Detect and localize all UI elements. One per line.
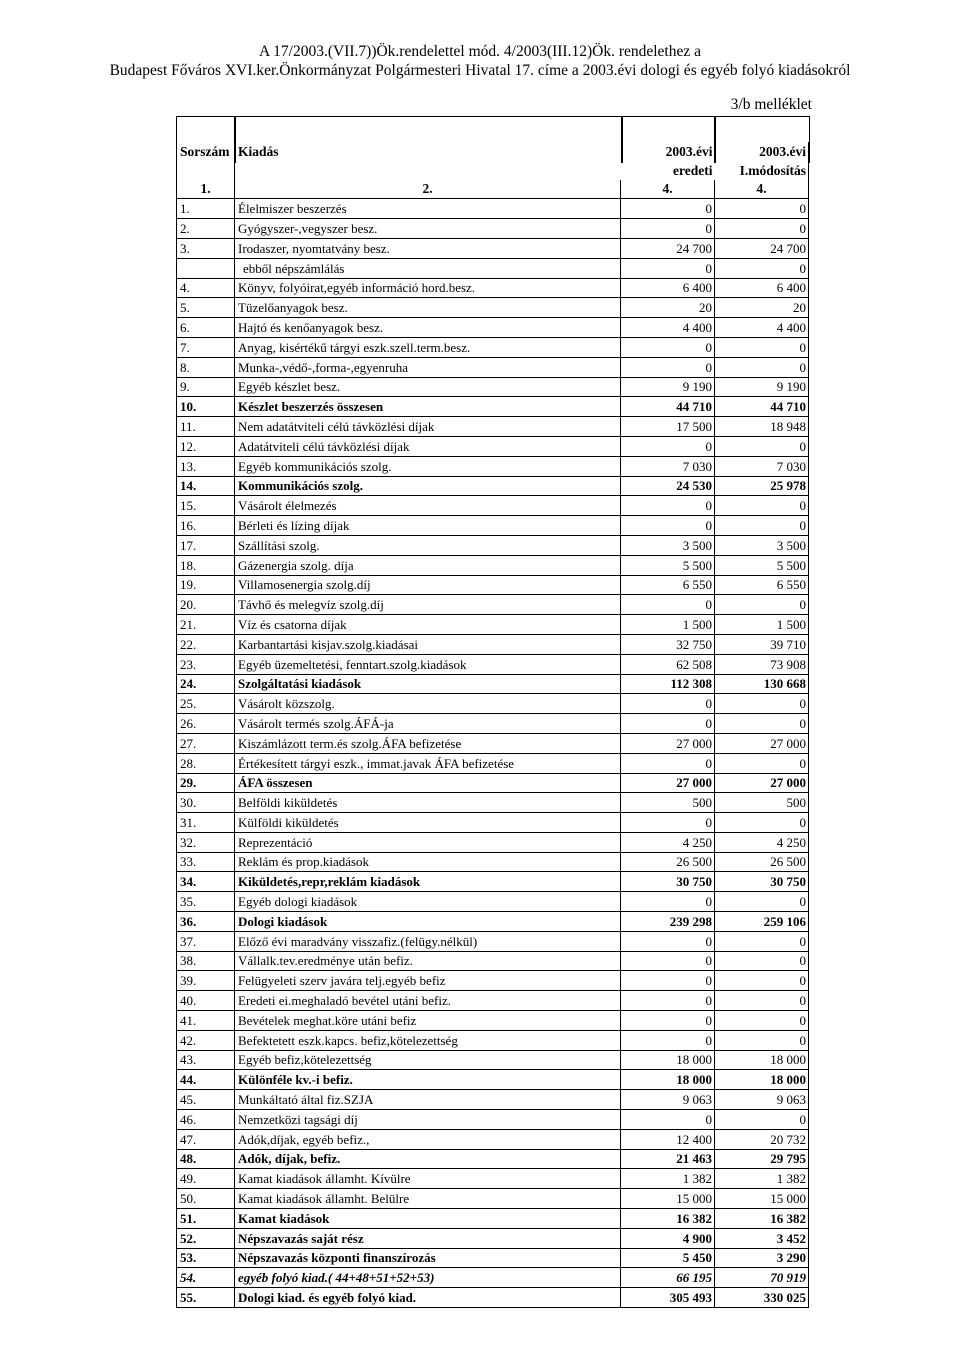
table-row: [177, 258, 809, 278]
row-modified-value: 0: [715, 516, 809, 536]
row-number: 34.: [177, 872, 235, 892]
row-number: 10.: [177, 397, 235, 417]
row-modified-value: 39 710: [715, 634, 809, 654]
row-number: 4.: [177, 278, 235, 298]
row-original-value: 0: [621, 991, 715, 1011]
table-row: [177, 813, 809, 833]
row-modified-value: 44 710: [715, 397, 809, 417]
row-number: 35.: [177, 892, 235, 912]
table-row: [177, 417, 809, 437]
row-original-value: 0: [621, 357, 715, 377]
row-original-value: 1 500: [621, 615, 715, 635]
row-original-value: 0: [621, 753, 715, 773]
row-number: 46.: [177, 1110, 235, 1130]
table-row: [177, 1169, 809, 1189]
row-modified-value: 30 750: [715, 872, 809, 892]
row-number: 52.: [177, 1228, 235, 1248]
row-label: Kamat kiadások államht. Belülre: [235, 1189, 621, 1209]
row-label: egyéb folyó kiad.( 44+48+51+52+53): [235, 1268, 621, 1288]
row-label: Népszavazás saját rész: [235, 1228, 621, 1248]
row-label: Szolgáltatási kiadások: [235, 674, 621, 694]
table-row: [177, 516, 809, 536]
row-modified-value: 26 500: [715, 852, 809, 872]
table-row: [177, 733, 809, 753]
table-row: [177, 615, 809, 635]
row-number: 5.: [177, 298, 235, 318]
row-number: 49.: [177, 1169, 235, 1189]
table-row: [177, 1070, 809, 1090]
table-row: [177, 951, 809, 971]
table-row: [177, 892, 809, 912]
row-number: 3.: [177, 238, 235, 258]
row-modified-value: 24 700: [715, 238, 809, 258]
row-modified-value: 0: [715, 1030, 809, 1050]
row-number: 42.: [177, 1030, 235, 1050]
row-modified-value: 70 919: [715, 1268, 809, 1288]
row-original-value: 20: [621, 298, 715, 318]
row-modified-value: 0: [715, 496, 809, 516]
row-original-value: 9 190: [621, 377, 715, 397]
row-modified-value: 0: [715, 219, 809, 239]
row-label: Eredeti ei.meghaladó bevétel utáni befiz.: [235, 991, 621, 1011]
row-modified-value: 9 063: [715, 1090, 809, 1110]
row-modified-value: 27 000: [715, 733, 809, 753]
row-label: Távhő és melegvíz szolg.díj: [235, 595, 621, 615]
row-label: Vállalk.tev.eredménye után befiz.: [235, 951, 621, 971]
table-row: [177, 298, 809, 318]
table-row: [177, 872, 809, 892]
table-row: [177, 971, 809, 991]
row-label: Kamat kiadások: [235, 1209, 621, 1229]
row-number: 18.: [177, 555, 235, 575]
row-modified-value: 259 106: [715, 912, 809, 932]
row-modified-value: 18 000: [715, 1050, 809, 1070]
row-label: Kamat kiadások államht. Kívülre: [235, 1169, 621, 1189]
row-label: Kommunikációs szolg.: [235, 476, 621, 496]
row-modified-value: 0: [715, 337, 809, 357]
row-original-value: 0: [621, 1110, 715, 1130]
table-row: [177, 1268, 809, 1288]
row-modified-value: 15 000: [715, 1189, 809, 1209]
row-original-value: 0: [621, 813, 715, 833]
row-modified-value: 5 500: [715, 555, 809, 575]
row-label: Vásárolt élelmezés: [235, 496, 621, 516]
row-original-value: 3 500: [621, 535, 715, 555]
table-row: [177, 634, 809, 654]
table-row: [177, 773, 809, 793]
row-original-value: 4 400: [621, 318, 715, 338]
row-number: 23.: [177, 654, 235, 674]
row-modified-value: 73 908: [715, 654, 809, 674]
row-modified-value: 0: [715, 1110, 809, 1130]
row-original-value: 500: [621, 793, 715, 813]
row-original-value: 0: [621, 496, 715, 516]
row-label: Kiküldetés,repr,reklám kiadások: [235, 872, 621, 892]
row-number: 37.: [177, 931, 235, 951]
row-modified-value: 6 400: [715, 278, 809, 298]
row-original-value: 16 382: [621, 1209, 715, 1229]
row-original-value: 9 063: [621, 1090, 715, 1110]
row-label: Bevételek meghat.köre utáni befiz: [235, 1011, 621, 1031]
row-number: 32.: [177, 832, 235, 852]
row-modified-value: 0: [715, 813, 809, 833]
row-label: Egyéb készlet besz.: [235, 377, 621, 397]
col-index-2: 2.: [235, 180, 621, 199]
row-modified-value: 1 382: [715, 1169, 809, 1189]
header-line-2: Budapest Főváros XVI.ker.Önkormányzat Polgármesteri Hivatal 17. címe a 2003.évi dologi és egyéb folyó kiadásokról: [109, 62, 851, 79]
row-original-value: 5 500: [621, 555, 715, 575]
row-label: Munkáltató által fiz.SZJA: [235, 1090, 621, 1110]
table-row: [177, 555, 809, 575]
row-label: Víz és csatorna díjak: [235, 615, 621, 635]
annex-label: 3/b melléklet: [730, 96, 812, 113]
row-modified-value: 0: [715, 1011, 809, 1031]
row-number: 13.: [177, 456, 235, 476]
table-row: [177, 654, 809, 674]
row-label: Élelmiszer beszerzés: [235, 199, 621, 219]
row-modified-value: 4 400: [715, 318, 809, 338]
row-original-value: 305 493: [621, 1288, 715, 1308]
header-line-1: A 17/2003.(VII.7))Ök.rendelettel mód. 4/2003(III.12)Ök. rendelethez a: [258, 43, 702, 60]
table-row: [177, 535, 809, 555]
row-modified-value: 29 795: [715, 1149, 809, 1169]
row-label: Befektetett eszk.kapcs. befiz,kötelezettség: [235, 1030, 621, 1050]
row-number: 45.: [177, 1090, 235, 1110]
expense-table: [176, 142, 809, 1308]
row-modified-value: 6 550: [715, 575, 809, 595]
row-label: Vásárolt közszolg.: [235, 694, 621, 714]
row-original-value: 30 750: [621, 872, 715, 892]
row-original-value: 7 030: [621, 456, 715, 476]
row-number: 50.: [177, 1189, 235, 1209]
row-number: 9.: [177, 377, 235, 397]
row-original-value: 0: [621, 199, 715, 219]
row-label: Bérleti és lízing díjak: [235, 516, 621, 536]
table-row: [177, 1189, 809, 1209]
row-label: Reklám és prop.kiadások: [235, 852, 621, 872]
row-modified-value: 20 732: [715, 1129, 809, 1149]
row-original-value: 32 750: [621, 634, 715, 654]
row-number: 22.: [177, 634, 235, 654]
row-modified-value: 0: [715, 436, 809, 456]
row-number: 54.: [177, 1268, 235, 1288]
table-row: [177, 278, 809, 298]
row-original-value: 66 195: [621, 1268, 715, 1288]
row-label: Egyéb befiz,kötelezettség: [235, 1050, 621, 1070]
table-row: [177, 793, 809, 813]
row-number: 28.: [177, 753, 235, 773]
table-row: [177, 1110, 809, 1130]
row-label: ebből népszámlálás: [235, 258, 621, 278]
table-row: [177, 1030, 809, 1050]
row-modified-value: 7 030: [715, 456, 809, 476]
table-row: [177, 436, 809, 456]
row-label: Adatátviteli célú távközlési díjak: [235, 436, 621, 456]
row-modified-value: 20: [715, 298, 809, 318]
row-original-value: 0: [621, 1030, 715, 1050]
row-modified-value: 0: [715, 951, 809, 971]
row-modified-value: 0: [715, 971, 809, 991]
row-original-value: 62 508: [621, 654, 715, 674]
col-index-3: 4.: [621, 180, 715, 199]
row-number: 24.: [177, 674, 235, 694]
row-label: Előző évi maradvány visszafiz.(felügy.nélkül): [235, 931, 621, 951]
row-number: 20.: [177, 595, 235, 615]
table-row: [177, 476, 809, 496]
row-label: Dologi kiad. és egyéb folyó kiad.: [235, 1288, 621, 1308]
table-row: [177, 1050, 809, 1070]
table-row: [177, 832, 809, 852]
row-label: Dologi kiadások: [235, 912, 621, 932]
row-label: ÁFA összesen: [235, 773, 621, 793]
row-modified-value: 0: [715, 931, 809, 951]
row-label: Gyógyszer-,vegyszer besz.: [235, 219, 621, 239]
row-label: Vásárolt termés szolg.ÁFÁ-ja: [235, 714, 621, 734]
row-label: Hajtó és kenőanyagok besz.: [235, 318, 621, 338]
row-original-value: 0: [621, 258, 715, 278]
row-original-value: 17 500: [621, 417, 715, 437]
row-original-value: 0: [621, 219, 715, 239]
table-row: [177, 357, 809, 377]
row-number: 55.: [177, 1288, 235, 1308]
row-modified-value: 18 948: [715, 417, 809, 437]
row-original-value: 0: [621, 971, 715, 991]
row-number: 8.: [177, 357, 235, 377]
table-row: [177, 753, 809, 773]
table-row: [177, 496, 809, 516]
row-label: Nem adatátviteli célú távközlési díjak: [235, 417, 621, 437]
row-label: Irodaszer, nyomtatvány besz.: [235, 238, 621, 258]
row-modified-value: 0: [715, 714, 809, 734]
row-original-value: 18 000: [621, 1070, 715, 1090]
table-row: [177, 714, 809, 734]
row-modified-value: 0: [715, 753, 809, 773]
row-original-value: 27 000: [621, 773, 715, 793]
row-label: Felügyeleti szerv javára telj.egyéb befiz: [235, 971, 621, 991]
row-number: 7.: [177, 337, 235, 357]
row-label: Készlet beszerzés összesen: [235, 397, 621, 417]
row-original-value: 112 308: [621, 674, 715, 694]
row-original-value: 5 450: [621, 1248, 715, 1268]
row-original-value: 24 530: [621, 476, 715, 496]
col-index-1: 1.: [177, 180, 235, 199]
row-number: 41.: [177, 1011, 235, 1031]
row-modified-value: 0: [715, 595, 809, 615]
table-row: [177, 1228, 809, 1248]
table-row: [177, 694, 809, 714]
row-original-value: 0: [621, 694, 715, 714]
row-number: 31.: [177, 813, 235, 833]
row-number: 36.: [177, 912, 235, 932]
row-number: 30.: [177, 793, 235, 813]
col-header-eredeti-1: 2003.évi: [665, 143, 713, 159]
row-original-value: 0: [621, 892, 715, 912]
row-original-value: 18 000: [621, 1050, 715, 1070]
row-modified-value: 0: [715, 357, 809, 377]
row-number: 11.: [177, 417, 235, 437]
row-original-value: 26 500: [621, 852, 715, 872]
row-label: Belföldi kiküldetés: [235, 793, 621, 813]
row-modified-value: 0: [715, 892, 809, 912]
row-number: 1.: [177, 199, 235, 219]
row-label: Szállítási szolg.: [235, 535, 621, 555]
row-original-value: 1 382: [621, 1169, 715, 1189]
row-modified-value: 330 025: [715, 1288, 809, 1308]
col-header-modositas-2: I.módosítás: [715, 161, 809, 180]
row-number: 19.: [177, 575, 235, 595]
row-number: 48.: [177, 1149, 235, 1169]
row-modified-value: 0: [715, 991, 809, 1011]
row-number: 29.: [177, 773, 235, 793]
col-header-modositas-1: 2003.évi: [715, 142, 809, 161]
table-row: [177, 1129, 809, 1149]
row-modified-value: 130 668: [715, 674, 809, 694]
row-label: Nemzetközi tagsági díj: [235, 1110, 621, 1130]
table-row: [177, 595, 809, 615]
row-number: 16.: [177, 516, 235, 536]
table-row: [177, 852, 809, 872]
row-label: Adók, díjak, befiz.: [235, 1149, 621, 1169]
row-original-value: 0: [621, 337, 715, 357]
row-label: Villamosenergia szolg.díj: [235, 575, 621, 595]
col-header-eredeti-2: eredeti: [673, 162, 713, 178]
col-header-sorszam: Sorszám: [177, 142, 235, 161]
row-number: 40.: [177, 991, 235, 1011]
row-modified-value: 9 190: [715, 377, 809, 397]
table-row: [177, 1011, 809, 1031]
row-label: Egyéb dologi kiadások: [235, 892, 621, 912]
row-number: 15.: [177, 496, 235, 516]
row-number: 27.: [177, 733, 235, 753]
row-modified-value: 18 000: [715, 1070, 809, 1090]
row-original-value: 21 463: [621, 1149, 715, 1169]
table-row: [177, 931, 809, 951]
table-row: [177, 337, 809, 357]
row-label: Egyéb üzemeltetési, fenntart.szolg.kiadások: [235, 654, 621, 674]
row-number: 17.: [177, 535, 235, 555]
row-original-value: 0: [621, 1011, 715, 1031]
row-label: Különféle kv.-i befiz.: [235, 1070, 621, 1090]
row-original-value: 6 550: [621, 575, 715, 595]
table-row: [177, 1209, 809, 1229]
row-label: Könyv, folyóirat,egyéb információ hord.besz.: [235, 278, 621, 298]
row-original-value: 27 000: [621, 733, 715, 753]
row-modified-value: 500: [715, 793, 809, 813]
col-header-kiadas: Kiadás: [235, 142, 621, 161]
row-modified-value: 4 250: [715, 832, 809, 852]
row-modified-value: 3 290: [715, 1248, 809, 1268]
row-original-value: 4 250: [621, 832, 715, 852]
row-modified-value: 0: [715, 694, 809, 714]
table-row: [177, 377, 809, 397]
row-label: Reprezentáció: [235, 832, 621, 852]
row-original-value: 0: [621, 516, 715, 536]
row-label: Karbantartási kisjav.szolg.kiadásai: [235, 634, 621, 654]
row-number: 6.: [177, 318, 235, 338]
table-row: [177, 575, 809, 595]
table-row: [177, 456, 809, 476]
row-original-value: 44 710: [621, 397, 715, 417]
row-number: 51.: [177, 1209, 235, 1229]
row-modified-value: 3 500: [715, 535, 809, 555]
row-label: Kiszámlázott term.és szolg.ÁFA befizetése: [235, 733, 621, 753]
row-label: Egyéb kommunikációs szolg.: [235, 456, 621, 476]
col-index-4: 4.: [715, 180, 809, 199]
row-original-value: 24 700: [621, 238, 715, 258]
row-original-value: 15 000: [621, 1189, 715, 1209]
row-label: Értékesített tárgyi eszk., immat.javak ÁFA befizetése: [235, 753, 621, 773]
row-modified-value: 1 500: [715, 615, 809, 635]
table-row: [177, 674, 809, 694]
row-number: 39.: [177, 971, 235, 991]
table-row: [177, 219, 809, 239]
row-modified-value: 3 452: [715, 1228, 809, 1248]
row-label: Népszavazás központi finanszírozás: [235, 1248, 621, 1268]
row-label: Munka-,védő-,forma-,egyenruha: [235, 357, 621, 377]
row-number: 21.: [177, 615, 235, 635]
table-row: [177, 1090, 809, 1110]
row-modified-value: 16 382: [715, 1209, 809, 1229]
row-number: 44.: [177, 1070, 235, 1090]
row-number: 12.: [177, 436, 235, 456]
row-original-value: 12 400: [621, 1129, 715, 1149]
row-original-value: 0: [621, 931, 715, 951]
row-label: Adók,díjak, egyéb befiz.,: [235, 1129, 621, 1149]
table-row: [177, 1288, 809, 1308]
row-label: Gázenergia szolg. díja: [235, 555, 621, 575]
row-original-value: 239 298: [621, 912, 715, 932]
row-modified-value: 0: [715, 258, 809, 278]
row-original-value: 0: [621, 951, 715, 971]
row-original-value: 0: [621, 595, 715, 615]
row-label: Tüzelőanyagok besz.: [235, 298, 621, 318]
table-row: [177, 1149, 809, 1169]
row-number: 2.: [177, 219, 235, 239]
row-number: 26.: [177, 714, 235, 734]
row-number: 43.: [177, 1050, 235, 1070]
row-number: 33.: [177, 852, 235, 872]
table-row: [177, 318, 809, 338]
row-number: 53.: [177, 1248, 235, 1268]
row-original-value: 4 900: [621, 1228, 715, 1248]
row-original-value: 0: [621, 714, 715, 734]
table-row: [177, 397, 809, 417]
row-label: Anyag, kisértékű tárgyi eszk.szell.term.besz.: [235, 337, 621, 357]
row-modified-value: 27 000: [715, 773, 809, 793]
row-original-value: 0: [621, 436, 715, 456]
table-row: [177, 199, 809, 219]
row-label: Külföldi kiküldetés: [235, 813, 621, 833]
document-header: [0, 42, 960, 80]
row-modified-value: 0: [715, 199, 809, 219]
row-modified-value: 25 978: [715, 476, 809, 496]
row-number: 47.: [177, 1129, 235, 1149]
row-original-value: 6 400: [621, 278, 715, 298]
table-row: [177, 991, 809, 1011]
row-number: 14.: [177, 476, 235, 496]
row-number: 25.: [177, 694, 235, 714]
table-row: [177, 1248, 809, 1268]
row-number: 38.: [177, 951, 235, 971]
table-row: [177, 238, 809, 258]
table-row: [177, 912, 809, 932]
row-number: [177, 258, 235, 278]
